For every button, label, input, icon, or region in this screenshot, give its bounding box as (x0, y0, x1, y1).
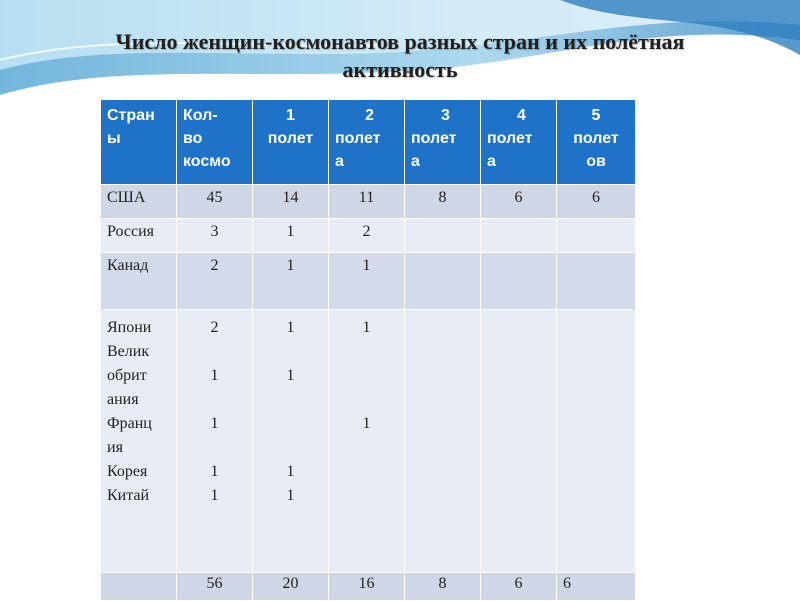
header-text: а (335, 153, 344, 170)
header-text: полет (335, 130, 381, 147)
table-header-row (101, 100, 636, 185)
table-cell: 2 (329, 219, 405, 253)
header-text: а (487, 153, 496, 170)
table-cell (557, 310, 636, 573)
cosmonauts-table (100, 99, 636, 601)
header-text: а (411, 153, 420, 170)
slide-title-line-2: активность (342, 57, 458, 82)
table-row-russia (101, 219, 636, 253)
header-text: Стран (107, 107, 155, 124)
table-cell (557, 253, 636, 310)
header-text: 1 (286, 107, 295, 124)
table-value (253, 388, 328, 412)
header-text: 4 (517, 107, 526, 124)
table-value: 1 (286, 487, 295, 504)
header-text: полет (411, 130, 457, 147)
table-value (329, 436, 404, 460)
table-value (329, 484, 404, 508)
header-countries (101, 100, 177, 185)
cell-2-flights-list (329, 310, 405, 573)
country-name: Китай (107, 487, 150, 504)
table-cell: 1 (253, 253, 329, 310)
header-1-flight (253, 100, 329, 185)
slide-title-line-1: Число женщин-космонавтов разных стран и их полётная (115, 29, 685, 54)
table-cell-total: 20 (253, 573, 329, 601)
table-value: 1 (362, 415, 371, 432)
header-text: 3 (441, 107, 450, 124)
cell-country: Россия (101, 219, 177, 253)
table-cell-total: 6 (481, 573, 557, 601)
header-4-flights (481, 100, 557, 185)
table-value: 1 (362, 319, 371, 336)
table-value (177, 436, 252, 460)
table-value (329, 340, 404, 364)
table-value (329, 460, 404, 484)
header-text: космо (183, 153, 231, 170)
table-row-other-countries (101, 310, 636, 573)
table-cell: 1 (329, 253, 405, 310)
header-text: Кол- (183, 107, 218, 124)
header-text: полет (267, 130, 314, 147)
table-row-usa (101, 185, 636, 219)
table-value (253, 412, 328, 436)
header-2-flights (329, 100, 405, 185)
table-cell (557, 219, 636, 253)
table-value (329, 364, 404, 388)
country-name: ания (107, 391, 139, 408)
slide-title (20, 28, 780, 84)
table-value: 1 (210, 367, 219, 384)
table-cell: 8 (405, 185, 481, 219)
table-cell (405, 253, 481, 310)
country-name: Корея (107, 463, 148, 480)
table-cell-total: 56 (177, 573, 253, 601)
cell-1-flight-list (253, 310, 329, 573)
table-cell: 1 (253, 219, 329, 253)
table-value: 1 (210, 487, 219, 504)
table-row-totals (101, 573, 636, 601)
table-value: 1 (286, 367, 295, 384)
table-cell (481, 219, 557, 253)
table-cell: 45 (177, 185, 253, 219)
header-text: полет (573, 130, 619, 147)
cell-country: Канад (101, 253, 177, 310)
header-count (177, 100, 253, 185)
table-cell (481, 310, 557, 573)
table-value (177, 388, 252, 412)
table-row-canada (101, 253, 636, 310)
cell-country: США (101, 185, 177, 219)
country-name: Япони (107, 319, 152, 336)
header-3-flights (405, 100, 481, 185)
table-cell: 2 (177, 253, 253, 310)
table-cell: 6 (557, 185, 636, 219)
table-value: 1 (210, 463, 219, 480)
table-cell (405, 219, 481, 253)
header-text: ы (107, 130, 121, 147)
table-value (177, 340, 252, 364)
cell-total-label (101, 573, 177, 601)
country-name: обрит (107, 367, 147, 384)
table-cell-total: 8 (405, 573, 481, 601)
table-value: 1 (286, 319, 295, 336)
table-value: 1 (286, 463, 295, 480)
country-name: Велик (107, 343, 150, 360)
table-cell: 11 (329, 185, 405, 219)
table-cell: 3 (177, 219, 253, 253)
table-cell-total: 6 (557, 573, 636, 601)
header-text: полет (487, 130, 533, 147)
table-value (253, 340, 328, 364)
country-name: Франц (107, 415, 152, 432)
table-cell-total: 16 (329, 573, 405, 601)
header-text: ов (586, 153, 606, 170)
table-cell (405, 310, 481, 573)
table-value (329, 388, 404, 412)
table-cell: 14 (253, 185, 329, 219)
table-value (253, 436, 328, 460)
table-cell (481, 253, 557, 310)
table-value: 2 (210, 319, 219, 336)
country-name: ия (107, 439, 123, 456)
header-5-flights (557, 100, 636, 185)
header-text: 2 (365, 107, 374, 124)
cell-country-list (101, 310, 177, 573)
table-value: 1 (210, 415, 219, 432)
header-text: 5 (591, 107, 601, 124)
header-text: во (183, 130, 203, 147)
cell-count-list (177, 310, 253, 573)
table-cell: 6 (481, 185, 557, 219)
